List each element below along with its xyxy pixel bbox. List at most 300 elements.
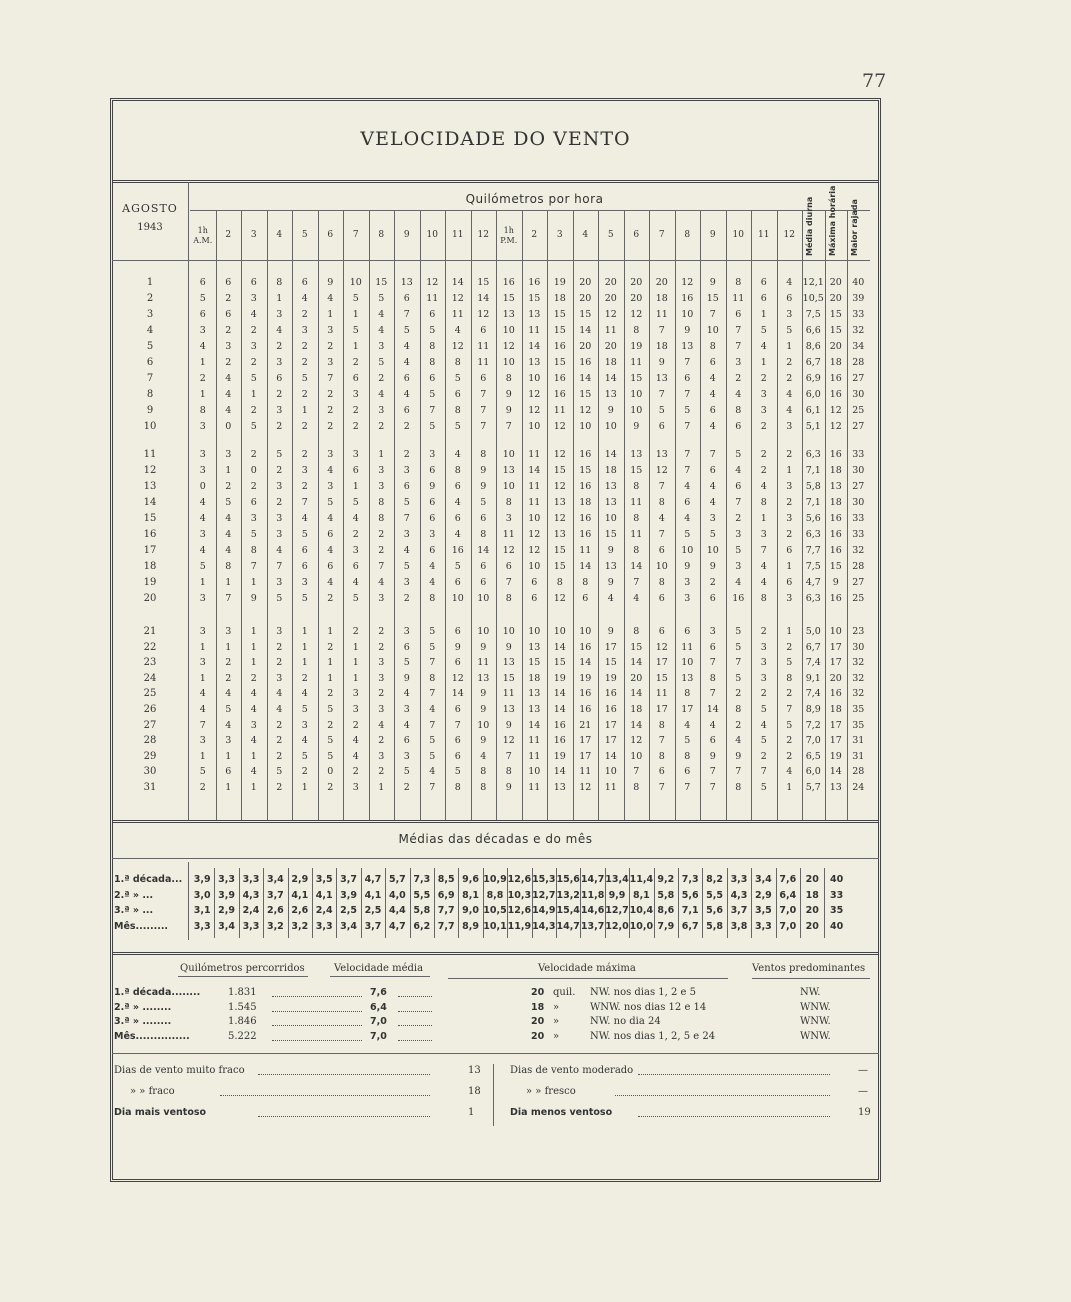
table-cell: 20	[630, 277, 643, 288]
means-cell: 4,1	[291, 889, 309, 901]
table-cell: 6	[709, 735, 716, 747]
means-cell: 2,9	[218, 905, 235, 916]
table-cell: 15	[706, 293, 719, 304]
table-cell: 9	[480, 481, 487, 492]
table-cell: 12	[502, 341, 515, 352]
table-cell: 4	[429, 704, 436, 715]
table-cell: 7	[684, 782, 691, 793]
means-cell: 12,0	[605, 920, 629, 932]
table-cell: 4	[225, 529, 232, 540]
table-cell: 3	[786, 593, 793, 604]
table-cell: 13	[604, 481, 617, 492]
table-cell: 2	[760, 626, 767, 637]
table-cell: 6	[709, 641, 716, 653]
table-cell: 15	[502, 672, 515, 684]
table-cell: 1	[760, 357, 767, 368]
table-cell: 12	[451, 341, 464, 352]
days-left-label: » » fraco	[130, 1086, 175, 1097]
table-cell: 2	[327, 641, 334, 653]
table-cell: 4	[786, 405, 793, 416]
table-cell: 2	[301, 481, 308, 492]
table-cell: 9	[480, 465, 487, 476]
dot-leader	[615, 1095, 830, 1096]
table-cell: 32	[852, 657, 865, 669]
means-cell: 3,4	[754, 874, 772, 885]
table-cell: 1	[352, 657, 359, 669]
table-cell: 7	[505, 750, 512, 762]
table-cell: 12	[528, 529, 541, 540]
table-cell: 2	[301, 309, 308, 320]
table-cell: 3	[276, 626, 283, 637]
table-cell: 17	[829, 657, 842, 669]
summary-vm: 6,4	[370, 1001, 387, 1013]
table-cell: 16	[553, 341, 566, 352]
table-cell: 10	[681, 309, 694, 320]
table-cell: 12	[553, 449, 566, 460]
hour-header: 9	[403, 230, 410, 240]
means-cell: 8,2	[706, 874, 723, 885]
table-cell: 7	[403, 309, 410, 320]
table-cell: 12	[426, 277, 439, 288]
dot-leader	[272, 1040, 362, 1041]
table-cell: 11	[604, 782, 617, 793]
table-cell: 5	[429, 750, 436, 762]
table-cell: 4,7	[805, 577, 821, 588]
table-cell: 6	[709, 357, 716, 368]
table-cell: 30	[852, 497, 865, 508]
table-cell: 14	[630, 688, 643, 700]
table-cell: 14	[553, 766, 566, 778]
table-cell: 7	[658, 782, 665, 793]
table-cell: 13	[528, 357, 541, 368]
table-cell: 5	[403, 766, 410, 778]
table-cell: 5	[225, 704, 232, 715]
table-cell: 8	[378, 513, 385, 524]
hour-header: 3	[250, 230, 257, 240]
stat-header: Máxima horária	[827, 185, 837, 256]
table-cell: 4	[352, 577, 359, 588]
table-cell: 2	[276, 750, 283, 762]
summary-prevailing: WNW.	[800, 1030, 831, 1042]
table-cell: 2	[786, 688, 793, 700]
table-cell: 16	[829, 688, 842, 700]
table-cell: 4	[250, 766, 257, 778]
table-cell: 3	[327, 449, 334, 460]
table-cell: 7	[658, 735, 665, 747]
table-cell: 20	[604, 341, 617, 352]
means-cell: 14,9	[532, 905, 556, 916]
table-cell: 3	[276, 577, 283, 588]
table-cell: 7	[429, 405, 436, 416]
table-cell: 3	[199, 421, 206, 432]
table-cell: 12	[553, 593, 566, 604]
table-cell: 2	[760, 421, 767, 432]
table-cell: 16	[528, 277, 541, 288]
days-left-label: Dias de vento muito fraco	[114, 1065, 245, 1076]
table-cell: 6	[480, 325, 487, 336]
table-cell: 4	[199, 513, 206, 524]
table-cell: 4	[403, 341, 410, 352]
means-cell: 33	[829, 889, 844, 901]
table-cell: 5	[403, 325, 410, 336]
table-cell: 6,7	[805, 357, 821, 368]
table-cell: 5	[352, 325, 359, 336]
summary-vmax: 20	[531, 1030, 545, 1042]
table-cell: 5	[301, 373, 308, 384]
table-cell: 6	[454, 750, 461, 762]
table-cell: 4	[225, 405, 232, 416]
dot-leader	[220, 1095, 430, 1096]
table-cell: 6	[709, 465, 716, 476]
table-cell: 6	[658, 766, 665, 778]
table-cell: 2	[301, 341, 308, 352]
means-cell: 3,4	[218, 920, 235, 932]
table-cell: 7	[786, 704, 793, 715]
table-cell: 20	[579, 293, 592, 304]
table-cell: 2	[327, 421, 334, 432]
means-cell: 4,7	[388, 920, 406, 932]
table-cell: 8	[250, 545, 257, 556]
table-cell: 3	[199, 593, 206, 604]
days-right-label: » » fresco	[526, 1086, 576, 1097]
table-cell: 3	[327, 357, 334, 368]
table-cell: 6	[403, 293, 410, 304]
table-cell: 6	[403, 735, 410, 747]
means-cell: 2,9	[291, 874, 309, 885]
table-cell: 1	[327, 626, 334, 637]
table-cell: 2	[327, 341, 334, 352]
table-cell: 24	[852, 782, 865, 793]
means-cell: 3,0	[193, 889, 211, 901]
table-cell: 17	[604, 719, 617, 731]
table-cell: 10	[706, 325, 719, 336]
table-cell: 20	[630, 672, 643, 684]
table-cell: 3	[199, 325, 206, 336]
table-cell: 14	[579, 561, 592, 572]
table-cell: 34	[852, 341, 865, 352]
table-cell: 10	[502, 357, 515, 368]
summary-header-underline	[448, 978, 728, 979]
table-cell: 1	[276, 293, 283, 304]
table-cell: 2	[786, 373, 793, 384]
table-cell: 8,9	[805, 704, 821, 715]
day-label: 10	[143, 421, 157, 432]
day-label: 17	[143, 545, 157, 556]
table-cell: 1	[786, 561, 793, 572]
table-cell: 2	[250, 405, 257, 416]
summary-vm: 7,6	[370, 987, 387, 998]
table-cell: 6	[429, 465, 436, 476]
table-cell: 10	[579, 421, 592, 432]
table-cell: 16	[681, 293, 694, 304]
table-cell: 15	[630, 641, 643, 653]
means-cell: 8,8	[486, 889, 504, 901]
table-cell: 3	[276, 405, 283, 416]
table-cell: 15	[579, 389, 592, 400]
day-label: 31	[143, 782, 157, 793]
table-cell: 14	[553, 688, 566, 700]
table-cell: 3	[276, 481, 283, 492]
summary-row-label: Mês...............	[114, 1030, 190, 1042]
table-cell: 16	[451, 545, 464, 556]
table-cell: 5	[429, 325, 436, 336]
table-cell: 2	[786, 449, 793, 460]
table-cell: 3	[378, 465, 385, 476]
table-cell: 16	[829, 373, 842, 384]
table-cell: 11	[502, 688, 515, 700]
summary-row-label: 3.ª » ........	[114, 1016, 172, 1027]
table-cell: 8	[760, 593, 767, 604]
table-cell: 4	[760, 577, 767, 588]
hour-header: 5	[301, 230, 308, 240]
table-cell: 28	[852, 561, 865, 572]
table-cell: 2	[276, 421, 283, 432]
table-cell: 2	[327, 688, 334, 700]
means-cell: 12,7	[532, 889, 556, 901]
table-cell: 3	[378, 750, 385, 762]
table-cell: 8	[276, 277, 283, 288]
table-cell: 4	[250, 688, 257, 700]
table-cell: 6	[301, 561, 308, 572]
means-row-label: Mês.........	[114, 920, 169, 932]
table-cell: 8	[735, 277, 742, 288]
table-cell: 9	[327, 277, 334, 288]
table-cell: 10	[655, 561, 668, 572]
table-cell: 5	[199, 293, 206, 304]
table-cell: 5	[735, 449, 742, 460]
table-cell: 3	[301, 719, 308, 731]
table-cell: 16	[553, 389, 566, 400]
table-cell: 16	[579, 357, 592, 368]
summary-header-vmax: Velocidade máxima	[538, 963, 636, 974]
table-cell: 7	[633, 766, 640, 778]
table-cell: 8	[480, 766, 487, 778]
table-cell: 3	[403, 704, 410, 715]
table-cell: 13	[829, 782, 842, 793]
table-cell: 3	[429, 449, 436, 460]
table-cell: 10	[528, 421, 541, 432]
table-cell: 16	[732, 593, 745, 604]
table-cell: 2	[327, 389, 334, 400]
table-cell: 25	[852, 593, 865, 604]
table-cell: 5	[352, 293, 359, 304]
table-cell: 18	[579, 497, 592, 508]
table-cell: 13	[528, 309, 541, 320]
table-cell: 7	[760, 545, 767, 556]
table-cell: 3	[403, 577, 410, 588]
header-bottom-rule	[112, 260, 870, 261]
table-cell: 2	[786, 529, 793, 540]
table-cell: 4	[429, 561, 436, 572]
hour-header: 7	[658, 230, 665, 240]
table-cell: 3	[378, 672, 385, 684]
table-cell: 15	[630, 465, 643, 476]
table-cell: 17	[579, 735, 592, 747]
table-cell: 8	[429, 341, 436, 352]
table-cell: 11	[528, 481, 541, 492]
hour-header: 11	[758, 230, 770, 240]
means-cell: 5,5	[706, 889, 723, 901]
table-cell: 16	[579, 513, 592, 524]
table-cell: 3	[786, 481, 793, 492]
table-cell: 20	[579, 341, 592, 352]
table-cell: 2	[327, 593, 334, 604]
title-rule	[112, 180, 879, 183]
table-cell: 2	[225, 481, 232, 492]
table-cell: 6	[480, 577, 487, 588]
table-cell: 14	[604, 750, 617, 762]
table-cell: 6	[429, 545, 436, 556]
table-cell: 13	[502, 309, 515, 320]
table-cell: 27	[852, 577, 865, 588]
table-cell: 7	[429, 782, 436, 793]
table-cell: 7	[735, 341, 742, 352]
table-cell: 6,3	[805, 593, 821, 604]
means-cell: 7,3	[413, 874, 431, 885]
table-cell: 7	[505, 577, 512, 588]
means-cell: 10,3	[507, 889, 532, 901]
table-cell: 0	[199, 481, 206, 492]
table-cell: 7	[378, 561, 385, 572]
table-cell: 1	[199, 750, 206, 762]
table-cell: 13	[502, 704, 515, 715]
means-cell: 10,5	[483, 905, 507, 916]
table-cell: 2	[786, 357, 793, 368]
table-cell: 2	[301, 672, 308, 684]
table-cell: 9	[250, 593, 257, 604]
table-cell: 5	[327, 735, 334, 747]
table-cell: 3	[684, 593, 691, 604]
table-cell: 5	[760, 782, 767, 793]
table-cell: 2	[378, 545, 385, 556]
table-cell: 5	[301, 704, 308, 715]
table-cell: 12	[630, 309, 643, 320]
table-cell: 4	[403, 357, 410, 368]
means-cell: 3,4	[266, 874, 284, 885]
table-cell: 3	[786, 309, 793, 320]
table-cell: 4	[454, 449, 461, 460]
table-cell: 19	[553, 277, 566, 288]
table-cell: 4	[709, 373, 716, 384]
table-cell: 6	[403, 373, 410, 384]
summary-vmax: 20	[531, 1016, 545, 1027]
dot-leader	[398, 1011, 432, 1012]
table-cell: 5	[250, 421, 257, 432]
table-cell: 4	[735, 389, 742, 400]
table-cell: 14	[451, 688, 464, 700]
table-cell: 18	[604, 465, 617, 476]
table-cell: 1	[250, 577, 257, 588]
table-cell: 6	[352, 373, 359, 384]
table-cell: 12	[829, 421, 842, 432]
table-cell: 4	[378, 577, 385, 588]
table-cell: 13	[400, 277, 413, 288]
table-cell: 9	[684, 561, 691, 572]
table-cell: 1	[378, 449, 385, 460]
table-cell: 4	[352, 735, 359, 747]
table-cell: 6	[454, 513, 461, 524]
table-cell: 9	[658, 357, 665, 368]
table-cell: 6	[684, 626, 691, 637]
table-cell: 2	[786, 497, 793, 508]
table-cell: 10	[502, 626, 515, 637]
table-cell: 4	[709, 719, 716, 731]
day-label: 11	[143, 449, 157, 460]
table-cell: 2	[378, 766, 385, 778]
table-cell: 9	[607, 545, 614, 556]
table-cell: 11	[630, 357, 643, 368]
table-cell: 5	[786, 657, 793, 669]
means-cell: 3,7	[730, 905, 748, 916]
page-title: VELOCIDADE DO VENTO	[360, 128, 631, 150]
table-cell: 30	[852, 641, 865, 653]
table-cell: 5,6	[805, 513, 821, 524]
table-cell: 6	[454, 626, 461, 637]
table-cell: 10	[829, 626, 842, 637]
table-cell: 8	[658, 497, 665, 508]
table-cell: 14	[706, 704, 719, 715]
table-cell: 5	[684, 735, 691, 747]
table-cell: 8	[735, 405, 742, 416]
table-cell: 31	[852, 750, 865, 762]
table-cell: 10	[681, 545, 694, 556]
means-cell: 8,1	[632, 889, 650, 901]
table-cell: 8	[633, 545, 640, 556]
table-cell: 3	[403, 750, 410, 762]
table-cell: 3	[709, 626, 716, 637]
means-cell: 3,1	[193, 905, 211, 916]
table-cell: 7,2	[805, 719, 821, 731]
table-cell: 14	[630, 719, 643, 731]
table-cell: 3	[225, 626, 232, 637]
dot-leader	[272, 996, 362, 997]
table-cell: 7	[735, 766, 742, 778]
means-cell: 4,3	[242, 889, 260, 901]
table-cell: 15	[477, 277, 490, 288]
table-bottom-rule	[112, 820, 879, 823]
table-cell: 4	[403, 719, 410, 731]
table-cell: 3	[378, 704, 385, 715]
table-cell: 10	[528, 626, 541, 637]
table-cell: 6	[454, 577, 461, 588]
table-cell: 19	[579, 672, 592, 684]
table-cell: 13	[604, 389, 617, 400]
means-cell: 5,8	[657, 889, 675, 901]
hour-header: 5	[607, 230, 614, 240]
means-cell: 3,3	[315, 920, 333, 932]
table-cell: 8	[454, 465, 461, 476]
summary-prevailing: WNW.	[800, 1001, 831, 1013]
table-cell: 0	[225, 421, 232, 432]
summary-km: 1.846	[228, 1016, 257, 1027]
table-cell: 11	[528, 782, 541, 793]
table-cell: 5	[301, 593, 308, 604]
means-cell: 4,0	[388, 889, 406, 901]
table-cell: 8	[633, 782, 640, 793]
means-cell: 13,4	[605, 874, 629, 885]
table-cell: 8	[378, 497, 385, 508]
summary-header-underline	[178, 976, 308, 977]
means-cell: 35	[829, 905, 844, 916]
table-cell: 9	[709, 561, 716, 572]
table-cell: 14	[451, 277, 464, 288]
table-cell: 2	[301, 357, 308, 368]
table-cell: 6	[735, 309, 742, 320]
table-cell: 3	[199, 735, 206, 747]
means-cell: 11,8	[580, 889, 605, 901]
table-cell: 19	[829, 750, 842, 762]
table-cell: 1	[301, 657, 308, 669]
